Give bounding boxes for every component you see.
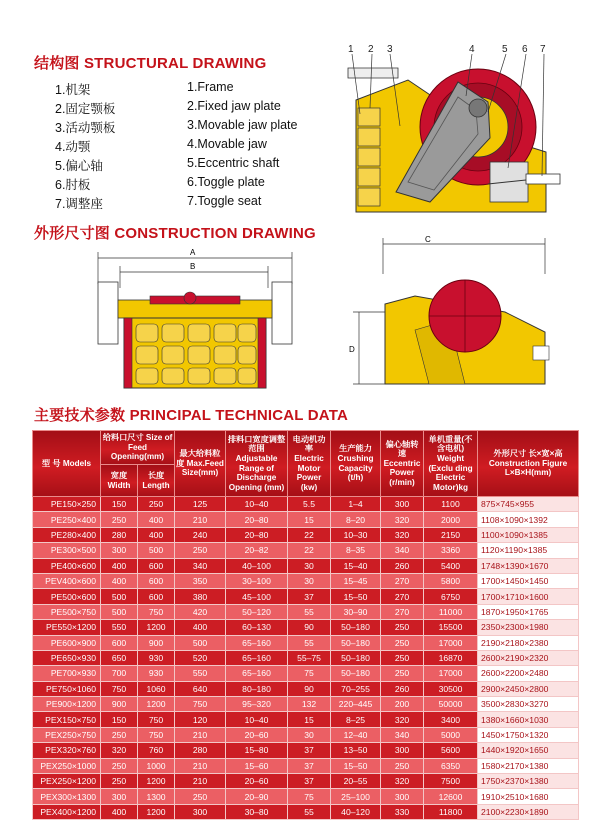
part-en: 6.Toggle plate (187, 175, 265, 189)
cell-width: 280 (101, 527, 138, 542)
cell-dimensions: 1748×1390×1670 (478, 558, 579, 573)
cell-capacity: 25–100 (331, 789, 381, 804)
cell-model: PE500×750 (33, 604, 101, 619)
cell-weight: 3360 (424, 543, 478, 558)
table-row (33, 512, 579, 527)
cell-model: PE500×600 (33, 589, 101, 604)
parts-row (55, 99, 325, 118)
technical-data-table (32, 430, 579, 820)
cell-length: 500 (138, 543, 175, 558)
cell-length: 1200 (138, 804, 175, 819)
cell-power: 22 (288, 543, 331, 558)
side-construction-drawing (345, 234, 560, 394)
part-en: 4.Movable jaw (187, 137, 267, 151)
cell-power: 90 (288, 620, 331, 635)
cell-power: 55–75 (288, 650, 331, 665)
cell-model: PE600×900 (33, 635, 101, 650)
cell-max-feed: 420 (175, 604, 226, 619)
cell-eccentric: 250 (381, 758, 424, 773)
cell-model: PE280×400 (33, 527, 101, 542)
table-row (33, 635, 579, 650)
header-feed-opening: 给料口尺寸 Size of Feed Opening(mm) (101, 431, 175, 465)
cell-capacity: 10–30 (331, 527, 381, 542)
cell-max-feed: 240 (175, 527, 226, 542)
cell-capacity: 50–180 (331, 620, 381, 635)
cell-width: 400 (101, 558, 138, 573)
cell-discharge: 20–80 (226, 512, 288, 527)
table-row (33, 589, 579, 604)
cell-width: 900 (101, 697, 138, 712)
cell-discharge: 10–40 (226, 712, 288, 727)
cell-discharge: 10–40 (226, 497, 288, 512)
cell-max-feed: 750 (175, 697, 226, 712)
cell-eccentric: 250 (381, 666, 424, 681)
cell-length: 900 (138, 635, 175, 650)
cell-power: 37 (288, 758, 331, 773)
structural-drawing-title: 结构图 STRUCTURAL DRAWING (34, 55, 267, 72)
cell-discharge: 45–100 (226, 589, 288, 604)
cell-width: 500 (101, 604, 138, 619)
cell-capacity: 70–255 (331, 681, 381, 696)
cell-eccentric: 250 (381, 620, 424, 635)
cell-discharge: 65–160 (226, 635, 288, 650)
table-row (33, 697, 579, 712)
cell-dimensions: 875×745×955 (478, 497, 579, 512)
cell-max-feed: 520 (175, 650, 226, 665)
cell-length: 750 (138, 604, 175, 619)
cell-weight: 16870 (424, 650, 478, 665)
cell-model: PE550×1200 (33, 620, 101, 635)
cell-max-feed: 640 (175, 681, 226, 696)
cell-width: 550 (101, 620, 138, 635)
callout-4: 4 (469, 44, 475, 55)
cell-weight: 6350 (424, 758, 478, 773)
cell-power: 30 (288, 727, 331, 742)
cell-capacity: 8–20 (331, 512, 381, 527)
cell-eccentric: 340 (381, 727, 424, 742)
cell-max-feed: 125 (175, 497, 226, 512)
cell-dimensions: 1700×1450×1450 (478, 573, 579, 588)
parts-row (55, 175, 325, 194)
cell-model: PEX320×760 (33, 743, 101, 758)
cell-dimensions: 1100×1090×1385 (478, 527, 579, 542)
cell-length: 750 (138, 712, 175, 727)
cell-power: 90 (288, 681, 331, 696)
cell-eccentric: 320 (381, 527, 424, 542)
cell-eccentric: 300 (381, 789, 424, 804)
cell-length: 930 (138, 650, 175, 665)
part-en: 2.Fixed jaw plate (187, 99, 281, 113)
part-en: 5.Eccentric shaft (187, 156, 280, 170)
table-row (33, 804, 579, 819)
cell-width: 300 (101, 543, 138, 558)
cell-power: 30 (288, 558, 331, 573)
cell-weight: 6750 (424, 589, 478, 604)
cell-capacity: 15–45 (331, 573, 381, 588)
cell-width: 250 (101, 727, 138, 742)
table-row (33, 558, 579, 573)
cell-capacity: 12–40 (331, 727, 381, 742)
cell-eccentric: 340 (381, 543, 424, 558)
header-eccentric: 偏心轴转速 Eccentric Power (r/min) (381, 431, 424, 497)
cell-capacity: 30–90 (331, 604, 381, 619)
header-capacity: 生产能力 Crushing Capacity (t/h) (331, 431, 381, 497)
cell-eccentric: 330 (381, 804, 424, 819)
cell-weight: 1100 (424, 497, 478, 512)
cell-capacity: 8–35 (331, 543, 381, 558)
cell-eccentric: 270 (381, 573, 424, 588)
cell-dimensions: 1120×1190×1385 (478, 543, 579, 558)
cell-length: 600 (138, 589, 175, 604)
cell-width: 750 (101, 681, 138, 696)
cell-model: PEX300×1300 (33, 789, 101, 804)
cell-dimensions: 1750×2370×1380 (478, 774, 579, 789)
cell-weight: 11800 (424, 804, 478, 819)
dim-b-label: B (190, 262, 196, 271)
header-width: 宽度 Width (101, 465, 138, 497)
part-en: 3.Movable jaw plate (187, 118, 298, 132)
cell-weight: 5600 (424, 743, 478, 758)
cell-power: 75 (288, 789, 331, 804)
cell-width: 300 (101, 789, 138, 804)
cell-discharge: 30–80 (226, 804, 288, 819)
dim-d-label: D (349, 345, 355, 354)
cell-max-feed: 210 (175, 727, 226, 742)
cell-weight: 11000 (424, 604, 478, 619)
fixed-jaw-plates (358, 108, 380, 206)
cell-weight: 3400 (424, 712, 478, 727)
cell-eccentric: 260 (381, 558, 424, 573)
callout-2: 2 (368, 44, 374, 55)
cell-width: 150 (101, 712, 138, 727)
cell-dimensions: 1450×1750×1320 (478, 727, 579, 742)
cell-weight: 17000 (424, 635, 478, 650)
parts-row (55, 156, 325, 175)
cell-max-feed: 250 (175, 543, 226, 558)
cell-eccentric: 270 (381, 589, 424, 604)
cell-capacity: 40–120 (331, 804, 381, 819)
cell-width: 650 (101, 650, 138, 665)
callout-1: 1 (348, 44, 354, 55)
cell-width: 150 (101, 497, 138, 512)
cell-eccentric: 260 (381, 681, 424, 696)
header-discharge: 排料口宽度调整范围 Adjustable Range of Discharge Opening (mm) (226, 431, 288, 497)
cell-power: 15 (288, 512, 331, 527)
cell-capacity: 220–445 (331, 697, 381, 712)
cell-discharge: 30–100 (226, 573, 288, 588)
cell-discharge: 15–80 (226, 743, 288, 758)
table-row (33, 620, 579, 635)
cell-discharge: 60–130 (226, 620, 288, 635)
cell-dimensions: 1910×2510×1680 (478, 789, 579, 804)
cell-eccentric: 200 (381, 697, 424, 712)
callout-3: 3 (387, 44, 393, 55)
cell-weight: 50000 (424, 697, 478, 712)
cell-dimensions: 1870×1950×1765 (478, 604, 579, 619)
cell-length: 1300 (138, 789, 175, 804)
cell-model: PE750×1060 (33, 681, 101, 696)
cell-max-feed: 210 (175, 512, 226, 527)
parts-list (55, 80, 325, 213)
cell-power: 30 (288, 573, 331, 588)
cell-max-feed: 500 (175, 635, 226, 650)
cell-model: PE400×600 (33, 558, 101, 573)
part-cn: 1.机架 (55, 83, 91, 97)
cell-max-feed: 350 (175, 573, 226, 588)
cell-capacity: 15–50 (331, 758, 381, 773)
part-cn: 4.动颚 (55, 140, 91, 154)
cell-model: PE650×930 (33, 650, 101, 665)
header-max-feed: 最大给料粒度 Max.Feed Size(mm) (175, 431, 226, 497)
cell-max-feed: 380 (175, 589, 226, 604)
cell-power: 37 (288, 774, 331, 789)
cell-max-feed: 550 (175, 666, 226, 681)
cell-dimensions: 3500×2830×3270 (478, 697, 579, 712)
cell-max-feed: 340 (175, 558, 226, 573)
cell-dimensions: 1580×2170×1380 (478, 758, 579, 773)
cell-discharge: 20–60 (226, 774, 288, 789)
cell-width: 400 (101, 804, 138, 819)
part-cn: 2.固定颚板 (55, 102, 116, 116)
structural-drawing (338, 42, 570, 220)
part-cn: 6.肘板 (55, 178, 91, 192)
part-cn: 5.偏心轴 (55, 159, 103, 173)
cell-weight: 5000 (424, 727, 478, 742)
cell-width: 250 (101, 774, 138, 789)
cell-width: 250 (101, 758, 138, 773)
table-row (33, 573, 579, 588)
cell-length: 400 (138, 512, 175, 527)
cell-capacity: 15–50 (331, 589, 381, 604)
cell-weight: 5800 (424, 573, 478, 588)
header-power: 电动机功率 Electric Motor Power (kw) (288, 431, 331, 497)
cell-power: 22 (288, 527, 331, 542)
cell-length: 1200 (138, 774, 175, 789)
cell-discharge: 65–160 (226, 666, 288, 681)
header-weight: 单机重量(不含电机) Weight (Exclu ding Electric Motor)kg (424, 431, 478, 497)
part-en: 1.Frame (187, 80, 234, 94)
cell-model: PE300×500 (33, 543, 101, 558)
cell-power: 37 (288, 589, 331, 604)
cell-eccentric: 250 (381, 650, 424, 665)
cell-length: 1060 (138, 681, 175, 696)
cell-power: 55 (288, 804, 331, 819)
table-row (33, 681, 579, 696)
cell-dimensions: 2600×2200×2480 (478, 666, 579, 681)
cell-eccentric: 270 (381, 604, 424, 619)
cell-dimensions: 2900×2450×2800 (478, 681, 579, 696)
callout-5: 5 (502, 44, 508, 55)
cell-model: PEX250×1000 (33, 758, 101, 773)
cell-length: 400 (138, 527, 175, 542)
cell-eccentric: 300 (381, 743, 424, 758)
table-row (33, 789, 579, 804)
table-row (33, 743, 579, 758)
dim-c-label: C (425, 235, 431, 244)
cell-power: 5.5 (288, 497, 331, 512)
cell-capacity: 1–4 (331, 497, 381, 512)
cell-weight: 17000 (424, 666, 478, 681)
table-row (33, 543, 579, 558)
cell-capacity: 20–55 (331, 774, 381, 789)
cell-discharge: 40–100 (226, 558, 288, 573)
table-row (33, 774, 579, 789)
part-cn: 7.调整座 (55, 197, 103, 211)
cell-power: 55 (288, 635, 331, 650)
cell-max-feed: 300 (175, 804, 226, 819)
header-length: 长度 Length (138, 465, 175, 497)
cell-capacity: 15–40 (331, 558, 381, 573)
header-dimensions: 外形尺寸 长×宽×高 Construction Figure L×B×H(mm) (478, 431, 579, 497)
cell-weight: 2150 (424, 527, 478, 542)
cell-eccentric: 320 (381, 774, 424, 789)
parts-row (55, 137, 325, 156)
cell-max-feed: 210 (175, 758, 226, 773)
cell-power: 55 (288, 604, 331, 619)
technical-data-title: 主要技术参数 PRINCIPAL TECHNICAL DATA (34, 407, 348, 424)
parts-row (55, 194, 325, 213)
cell-width: 500 (101, 589, 138, 604)
table-row (33, 666, 579, 681)
cell-discharge: 20–82 (226, 543, 288, 558)
header-model: 型 号 Models (33, 431, 101, 497)
cell-eccentric: 300 (381, 497, 424, 512)
cell-length: 760 (138, 743, 175, 758)
cell-model: PE700×930 (33, 666, 101, 681)
cell-weight: 12600 (424, 789, 478, 804)
cell-discharge: 20–60 (226, 727, 288, 742)
cell-discharge: 50–120 (226, 604, 288, 619)
cell-max-feed: 400 (175, 620, 226, 635)
cell-width: 700 (101, 666, 138, 681)
cell-length: 930 (138, 666, 175, 681)
cell-model: PEX150×750 (33, 712, 101, 727)
cell-max-feed: 280 (175, 743, 226, 758)
cell-weight: 5400 (424, 558, 478, 573)
table-row (33, 758, 579, 773)
cell-discharge: 15–60 (226, 758, 288, 773)
cell-dimensions: 1108×1090×1392 (478, 512, 579, 527)
cell-model: PEX250×1200 (33, 774, 101, 789)
cell-discharge: 80–180 (226, 681, 288, 696)
parts-row (55, 118, 325, 137)
cell-length: 1000 (138, 758, 175, 773)
cell-weight: 15500 (424, 620, 478, 635)
table-row (33, 650, 579, 665)
cell-discharge: 95–320 (226, 697, 288, 712)
cell-weight: 7500 (424, 774, 478, 789)
cell-model: PEX250×750 (33, 727, 101, 742)
cell-model: PE250×400 (33, 512, 101, 527)
cell-max-feed: 210 (175, 774, 226, 789)
cell-width: 250 (101, 512, 138, 527)
cell-model: PEV400×600 (33, 573, 101, 588)
table-row (33, 604, 579, 619)
cell-capacity: 50–180 (331, 666, 381, 681)
part-en: 7.Toggle seat (187, 194, 262, 208)
cell-eccentric: 320 (381, 712, 424, 727)
cell-dimensions: 2350×2300×1980 (478, 620, 579, 635)
cell-length: 600 (138, 558, 175, 573)
cell-width: 320 (101, 743, 138, 758)
cell-model: PEX400×1200 (33, 804, 101, 819)
cell-model: PE900×1200 (33, 697, 101, 712)
cell-dimensions: 1440×1920×1650 (478, 743, 579, 758)
cell-dimensions: 2100×2230×1890 (478, 804, 579, 819)
cell-capacity: 13–50 (331, 743, 381, 758)
cell-power: 37 (288, 743, 331, 758)
cell-eccentric: 250 (381, 635, 424, 650)
cell-weight: 2000 (424, 512, 478, 527)
cell-dimensions: 1700×1710×1600 (478, 589, 579, 604)
cell-max-feed: 250 (175, 789, 226, 804)
table-row (33, 497, 579, 512)
cell-discharge: 20–90 (226, 789, 288, 804)
cell-model: PE150×250 (33, 497, 101, 512)
cell-power: 132 (288, 697, 331, 712)
parts-row (55, 80, 325, 99)
front-construction-drawing (90, 244, 300, 394)
cell-length: 600 (138, 573, 175, 588)
cell-eccentric: 320 (381, 512, 424, 527)
cell-weight: 30500 (424, 681, 478, 696)
table-row (33, 712, 579, 727)
cell-dimensions: 2190×2180×2380 (478, 635, 579, 650)
cell-discharge: 65–160 (226, 650, 288, 665)
table-row (33, 727, 579, 742)
callout-7: 7 (540, 44, 546, 55)
cell-width: 400 (101, 573, 138, 588)
cell-capacity: 50–180 (331, 635, 381, 650)
table-body (33, 497, 579, 820)
dim-a-label: A (190, 248, 196, 257)
cell-capacity: 50–180 (331, 650, 381, 665)
callout-6: 6 (522, 44, 528, 55)
table-row (33, 527, 579, 542)
cell-dimensions: 2600×2190×2320 (478, 650, 579, 665)
cell-discharge: 20–80 (226, 527, 288, 542)
cell-max-feed: 120 (175, 712, 226, 727)
construction-drawing-title: 外形尺寸图 CONSTRUCTION DRAWING (34, 225, 316, 242)
cell-length: 250 (138, 497, 175, 512)
cell-capacity: 8–25 (331, 712, 381, 727)
cell-width: 600 (101, 635, 138, 650)
cell-power: 15 (288, 712, 331, 727)
cell-length: 750 (138, 727, 175, 742)
part-cn: 3.活动颚板 (55, 121, 116, 135)
cell-dimensions: 1380×1660×1030 (478, 712, 579, 727)
cell-length: 1200 (138, 620, 175, 635)
cell-length: 1200 (138, 697, 175, 712)
cell-power: 75 (288, 666, 331, 681)
